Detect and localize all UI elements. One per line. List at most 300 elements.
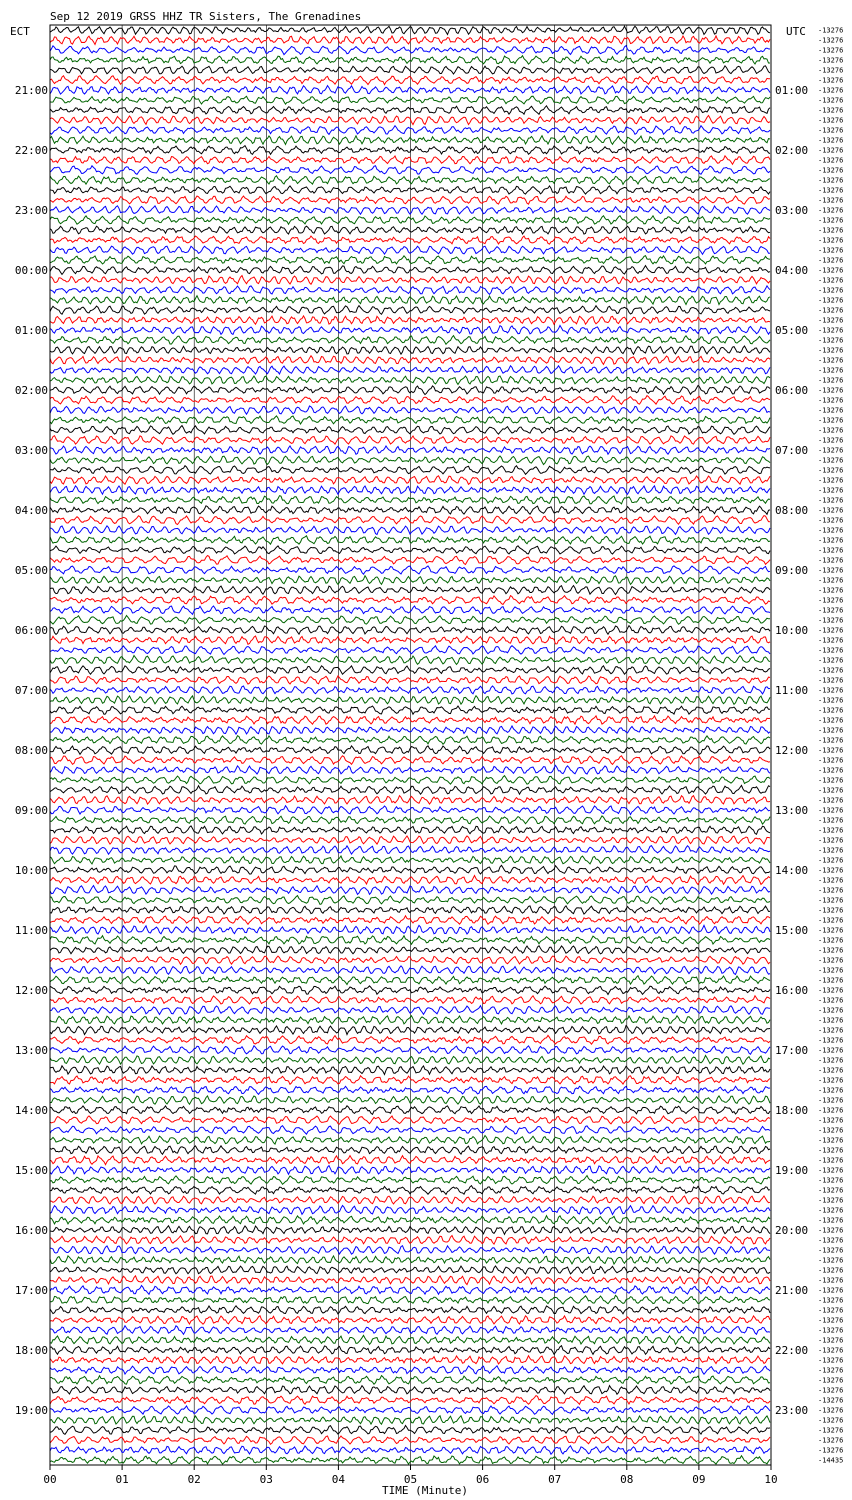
- seismic-trace: [50, 476, 770, 485]
- seismic-trace: [50, 796, 770, 804]
- trace-count-label: -13276: [818, 256, 844, 265]
- right-hour-label: 23:00: [775, 1404, 809, 1417]
- seismic-trace: [50, 536, 770, 544]
- seismic-trace: [50, 925, 770, 934]
- trace-count-label: -13276: [818, 36, 844, 45]
- trace-count-label: -13276: [818, 276, 844, 285]
- left-hour-label: 16:00: [14, 1224, 48, 1237]
- trace-count-label: -13276: [818, 626, 844, 635]
- seismic-trace: [50, 276, 770, 285]
- seismic-trace: [50, 886, 770, 895]
- right-hour-label: 19:00: [775, 1164, 809, 1177]
- seismic-trace: [50, 26, 770, 34]
- seismic-trace: [50, 1206, 770, 1215]
- seismic-trace: [50, 326, 770, 335]
- trace-count-label: -13276: [818, 346, 844, 355]
- trace-count-label: -13276: [818, 936, 844, 945]
- trace-count-label: -13276: [818, 976, 844, 985]
- seismic-trace: [50, 1236, 770, 1245]
- trace-count-label: -13276: [818, 906, 844, 915]
- trace-count-label: -13276: [818, 126, 844, 135]
- trace-count-label: -13276: [818, 1376, 844, 1385]
- trace-count-label: -13276: [818, 556, 844, 565]
- trace-count-label: -13276: [818, 206, 844, 215]
- seismic-trace: [50, 216, 770, 225]
- seismic-trace: [50, 976, 770, 985]
- seismic-trace: [50, 1035, 770, 1044]
- left-hour-labels: [15, 84, 48, 1417]
- trace-count-label: -13276: [818, 1146, 844, 1155]
- x-tick-label: 04: [331, 1473, 346, 1486]
- seismic-trace: [50, 406, 770, 414]
- seismic-trace: [50, 56, 770, 64]
- seismic-trace: [50, 616, 770, 625]
- x-tick-label: 08: [620, 1473, 634, 1486]
- trace-count-label: -13276: [818, 1126, 844, 1135]
- seismic-trace: [50, 226, 770, 234]
- right-hour-label: 13:00: [775, 804, 809, 817]
- right-hour-label: 12:00: [775, 744, 809, 757]
- seismic-trace: [50, 1166, 770, 1175]
- seismic-trace: [50, 146, 770, 155]
- right-hour-label: 15:00: [775, 924, 809, 937]
- seismic-trace: [50, 506, 770, 515]
- right-hour-label: 10:00: [775, 624, 809, 637]
- trace-count-label: -13276: [818, 866, 844, 875]
- seismic-trace: [50, 76, 770, 85]
- seismic-trace: [50, 776, 770, 784]
- seismic-trace: [50, 426, 770, 435]
- left-hour-label: 13:00: [14, 1044, 48, 1057]
- x-tick-label: 02: [187, 1473, 201, 1486]
- trace-count-label: -13276: [818, 856, 844, 865]
- seismic-trace: [50, 546, 770, 554]
- seismic-trace: [50, 1216, 770, 1224]
- right-hour-label: 03:00: [775, 204, 809, 217]
- trace-count-label: -13276: [818, 696, 844, 705]
- trace-count-label: -13276: [818, 1036, 844, 1045]
- left-hour-label: 05:00: [14, 564, 48, 577]
- right-hour-label: 05:00: [775, 324, 809, 337]
- left-hour-label: 07:00: [14, 684, 48, 697]
- seismic-trace: [50, 1096, 770, 1104]
- trace-count-label: -13276: [818, 366, 844, 375]
- seismic-trace: [50, 316, 770, 324]
- trace-count-label: -13276: [818, 876, 844, 885]
- trace-count-label: -13276: [818, 1256, 844, 1265]
- seismic-trace: [50, 1306, 770, 1314]
- seismic-trace: [50, 66, 770, 74]
- seismic-trace: [50, 166, 770, 175]
- seismic-trace: [50, 46, 770, 55]
- trace-count-label: -13276: [818, 476, 844, 485]
- trace-count-label: -13276: [818, 636, 844, 645]
- trace-count-label: -13276: [818, 1266, 844, 1275]
- seismic-trace: [50, 876, 770, 885]
- seismic-trace: [50, 1446, 770, 1454]
- seismic-trace: [50, 1256, 770, 1264]
- trace-count-label: -13276: [818, 1056, 844, 1065]
- trace-count-label: -13276: [818, 316, 844, 325]
- seismic-trace: [50, 116, 770, 125]
- seismic-trace: [50, 716, 770, 724]
- seismic-trace: [50, 996, 770, 1004]
- trace-count-label: -13276: [818, 26, 844, 35]
- trace-count-label: -13276: [818, 1206, 844, 1215]
- trace-count-label: -13276: [818, 296, 844, 305]
- seismic-trace: [50, 1006, 770, 1015]
- trace-count-label: -13276: [818, 506, 844, 515]
- left-hour-label: 01:00: [14, 324, 48, 337]
- right-hour-label: 01:00: [775, 84, 809, 97]
- seismic-trace: [50, 846, 770, 855]
- seismic-trace: [50, 586, 770, 595]
- trace-count-label: -13276: [818, 996, 844, 1005]
- seismic-trace: [50, 936, 770, 945]
- trace-count-label: -13276: [818, 306, 844, 315]
- trace-count-label: -13276: [818, 1356, 844, 1365]
- seismic-trace: [50, 1246, 770, 1254]
- trace-count-label: -13276: [818, 1336, 844, 1345]
- trace-count-label: -13276: [818, 1426, 844, 1435]
- seismic-trace: [50, 1316, 770, 1324]
- right-hour-label: 09:00: [775, 564, 809, 577]
- seismic-trace: [50, 1156, 770, 1165]
- seismic-trace: [50, 1026, 770, 1035]
- left-hour-label: 22:00: [14, 144, 48, 157]
- trace-count-label: -13276: [818, 756, 844, 765]
- x-axis-label: TIME (Minute): [381, 1484, 469, 1497]
- trace-count-label: -13276: [818, 566, 844, 575]
- seismic-trace: [50, 1066, 770, 1075]
- seismic-trace: [50, 1116, 770, 1124]
- seismic-trace: [50, 706, 770, 714]
- trace-count-label: -13276: [818, 806, 844, 815]
- trace-count-label: -13276: [818, 706, 844, 715]
- seismic-trace: [50, 656, 770, 665]
- seismic-trace: [50, 336, 770, 345]
- trace-count-label: -13276: [818, 596, 844, 605]
- seismic-trace: [50, 765, 770, 774]
- right-hour-label: 02:00: [775, 144, 809, 157]
- seismic-trace: [50, 296, 770, 305]
- trace-count-label: -13276: [818, 1326, 844, 1335]
- left-hour-label: 11:00: [14, 924, 48, 937]
- seismic-trace: [50, 466, 770, 475]
- seismic-trace: [50, 356, 770, 365]
- trace-count-label: -13276: [818, 916, 844, 925]
- seismic-trace: [50, 1146, 770, 1155]
- trace-count-label: -13276: [818, 966, 844, 975]
- seismic-trace: [50, 366, 770, 374]
- seismic-trace: [50, 206, 770, 214]
- trace-count-label: -13276: [818, 1316, 844, 1325]
- seismic-trace: [50, 306, 770, 315]
- seismic-trace: [50, 36, 770, 45]
- trace-count-label: -13276: [818, 836, 844, 845]
- seismic-trace: [50, 576, 770, 585]
- seismic-trace: [50, 816, 770, 824]
- trace-count-label: -13276: [818, 1296, 844, 1305]
- trace-count-label: -13276: [818, 926, 844, 935]
- trace-count-label: -13276: [818, 646, 844, 655]
- trace-count-label: -13276: [818, 606, 844, 615]
- seismic-trace: [50, 1376, 770, 1385]
- trace-count-label: -13276: [818, 1416, 844, 1425]
- trace-count-label: -13276: [818, 436, 844, 445]
- left-hour-label: 12:00: [14, 984, 48, 997]
- seismic-trace: [50, 756, 770, 765]
- right-hour-label: 04:00: [775, 264, 809, 277]
- trace-count-label: -13276: [818, 1166, 844, 1175]
- seismic-trace: [50, 236, 770, 244]
- seismic-trace: [50, 916, 770, 925]
- trace-count-label: -13276: [818, 176, 844, 185]
- seismic-trace: [50, 556, 770, 565]
- seismic-trace: [50, 1295, 770, 1304]
- x-tick-label: 09: [692, 1473, 706, 1486]
- left-timezone-label: ECT: [10, 25, 30, 38]
- seismic-trace: [50, 1016, 770, 1024]
- trace-count-label: -13276: [818, 286, 844, 295]
- trace-count-label: -13276: [818, 1306, 844, 1315]
- right-hour-label: 17:00: [775, 1044, 809, 1057]
- seismic-trace: [50, 596, 770, 605]
- trace-count-label: -13276: [818, 1406, 844, 1415]
- trace-count-label: -13276: [818, 1046, 844, 1055]
- seismic-trace: [50, 906, 770, 914]
- x-tick-label: 10: [764, 1473, 778, 1486]
- trace-count-label: -13276: [818, 1236, 844, 1245]
- seismic-trace: [50, 1136, 770, 1145]
- trace-count-label: -13276: [818, 56, 844, 65]
- trace-count-label: -13276: [818, 1366, 844, 1375]
- left-hour-label: 04:00: [14, 504, 48, 517]
- left-hour-label: 23:00: [14, 204, 48, 217]
- trace-count-label: -13276: [818, 776, 844, 785]
- seismic-trace: [50, 1335, 770, 1344]
- trace-count-label: -13276: [818, 796, 844, 805]
- seismic-trace: [50, 1286, 770, 1295]
- trace-count-label: -13276: [818, 446, 844, 455]
- trace-count-label: -13276: [818, 1106, 844, 1115]
- trace-count-label: -13276: [818, 666, 844, 675]
- trace-count-label: -13276: [818, 1446, 844, 1455]
- chart-title: Sep 12 2019 GRSS HHZ TR Sisters, The Grenadines: [50, 10, 362, 23]
- seismic-trace: [50, 676, 770, 684]
- trace-count-label: -13276: [818, 536, 844, 545]
- seismic-trace: [50, 156, 770, 165]
- seismic-trace: [50, 386, 770, 395]
- trace-count-label: -13276: [818, 1186, 844, 1195]
- trace-count-label: -13276: [818, 166, 844, 175]
- trace-count-label: -13276: [818, 656, 844, 665]
- seismic-trace: [50, 1176, 770, 1185]
- trace-count-label: -13276: [818, 786, 844, 795]
- trace-count-label: -13276: [818, 1156, 844, 1165]
- right-hour-label: 06:00: [775, 384, 809, 397]
- trace-count-label: -13276: [818, 186, 844, 195]
- trace-count-label: -13276: [818, 466, 844, 475]
- seismic-trace: [50, 1276, 770, 1285]
- seismic-trace: [50, 686, 770, 694]
- left-hour-label: 03:00: [14, 444, 48, 457]
- trace-count-label: -13276: [818, 486, 844, 495]
- trace-count-label: -13276: [818, 1116, 844, 1125]
- trace-count-label: -13276: [818, 1396, 844, 1405]
- trace-count-label: -13276: [818, 396, 844, 405]
- trace-count-label: -13276: [818, 516, 844, 525]
- seismic-trace: [50, 785, 770, 794]
- seismic-trace: [50, 1076, 770, 1085]
- trace-count-label: -13276: [818, 246, 844, 255]
- seismic-trace: [50, 106, 770, 115]
- seismic-trace: [50, 896, 770, 905]
- x-tick-label: 06: [475, 1473, 490, 1486]
- trace-count-label: -13276: [818, 216, 844, 225]
- seismic-trace: [50, 516, 770, 525]
- trace-count-label: -13276: [818, 116, 844, 125]
- left-hour-label: 18:00: [14, 1344, 48, 1357]
- count-labels: [818, 27, 843, 1465]
- trace-count-label: -13276: [818, 736, 844, 745]
- seismic-trace: [50, 1426, 770, 1435]
- trace-count-label: -13276: [818, 676, 844, 685]
- trace-count-label: -13276: [818, 1066, 844, 1075]
- seismic-trace: [50, 726, 770, 734]
- seismic-trace: [50, 666, 770, 674]
- x-tick-label: 00: [43, 1473, 57, 1486]
- trace-count-label: -13276: [818, 586, 844, 595]
- right-hour-label: 20:00: [775, 1224, 809, 1237]
- trace-count-label: -13276: [818, 406, 844, 415]
- trace-count-label: -13276: [818, 1196, 844, 1205]
- seismic-trace: [50, 496, 770, 504]
- trace-count-label: -13276: [818, 846, 844, 855]
- seismic-trace: [50, 946, 770, 954]
- trace-count-label: -13276: [818, 686, 844, 695]
- seismic-trace: [50, 86, 770, 95]
- seismic-trace: [50, 256, 770, 264]
- trace-count-label: -13276: [818, 1216, 844, 1225]
- left-hour-label: 09:00: [14, 804, 48, 817]
- trace-count-label: -13276: [818, 76, 844, 85]
- seismic-trace: [50, 1416, 770, 1424]
- right-hour-label: 21:00: [775, 1284, 809, 1297]
- seismic-trace: [50, 826, 770, 834]
- trace-count-label: -13276: [818, 1026, 844, 1035]
- seismic-trace: [50, 1366, 770, 1374]
- trace-count-label: -13276: [818, 826, 844, 835]
- trace-count-label: -13276: [818, 66, 844, 75]
- seismic-trace: [50, 1266, 770, 1274]
- seismic-trace: [50, 436, 770, 445]
- trace-count-label: -13276: [818, 746, 844, 755]
- trace-count-label: -13276: [818, 616, 844, 625]
- seismic-trace: [50, 1346, 770, 1355]
- left-hour-label: 14:00: [14, 1104, 48, 1117]
- trace-count-label: -13276: [818, 236, 844, 245]
- trace-count-label: -13276: [818, 1226, 844, 1235]
- right-hour-label: 07:00: [775, 444, 809, 457]
- seismic-trace: [50, 486, 770, 494]
- seismic-trace: [50, 346, 770, 354]
- trace-count-label: -13276: [818, 546, 844, 555]
- trace-count-label: -13276: [818, 956, 844, 965]
- seismic-trace: [50, 246, 770, 254]
- right-timezone-label: UTC: [786, 25, 806, 38]
- trace-count-label: -13276: [818, 106, 844, 115]
- seismic-trace: [50, 126, 770, 135]
- seismic-trace: [50, 396, 770, 405]
- trace-count-label: -13276: [818, 456, 844, 465]
- right-hour-label: 08:00: [775, 504, 809, 517]
- trace-count-label: -13276: [818, 146, 844, 155]
- trace-count-label: -13276: [818, 1276, 844, 1285]
- trace-count-label: -13276: [818, 526, 844, 535]
- seismic-trace: [50, 606, 770, 614]
- left-hour-label: 19:00: [14, 1404, 48, 1417]
- right-hour-label: 16:00: [775, 984, 809, 997]
- seismic-traces: [50, 26, 770, 1464]
- trace-count-label: -13276: [818, 1176, 844, 1185]
- seismic-trace: [50, 1196, 770, 1204]
- seismic-trace: [50, 1406, 770, 1414]
- trace-count-label: -13276: [818, 386, 844, 395]
- seismic-trace: [50, 696, 770, 705]
- x-tick-label: 05: [403, 1473, 418, 1486]
- seismic-trace: [50, 416, 770, 424]
- trace-count-label: -13276: [818, 986, 844, 995]
- trace-count-label: -13276: [818, 1286, 844, 1295]
- trace-count-label: -13276: [818, 576, 844, 585]
- trace-count-label: -13276: [818, 766, 844, 775]
- left-hour-label: 02:00: [14, 384, 48, 397]
- trace-count-label: -13276: [818, 426, 844, 435]
- trace-count-label: -13276: [818, 376, 844, 385]
- seismic-trace: [50, 1326, 770, 1335]
- seismic-trace: [50, 136, 770, 145]
- trace-count-label: -13276: [818, 896, 844, 905]
- seismic-trace: [50, 1396, 770, 1405]
- seismic-trace: [50, 1086, 770, 1094]
- trace-count-label: -13276: [818, 1436, 844, 1445]
- seismic-trace: [50, 1386, 770, 1395]
- seismic-trace: [50, 736, 770, 745]
- seismic-trace: [50, 966, 770, 975]
- trace-count-label: -13276: [818, 46, 844, 55]
- trace-count-label: -13276: [818, 496, 844, 505]
- left-hour-label: 06:00: [14, 624, 48, 637]
- trace-count-label: -13276: [818, 96, 844, 105]
- seismic-trace: [50, 1056, 770, 1065]
- seismic-trace: [50, 646, 770, 655]
- x-tick-label: 07: [548, 1473, 562, 1486]
- seismic-trace: [50, 626, 770, 635]
- right-hour-labels: [775, 84, 808, 1417]
- x-tick-label: 01: [115, 1473, 129, 1486]
- trace-count-label: -13276: [818, 1096, 844, 1105]
- trace-count-label: -13276: [818, 1006, 844, 1015]
- trace-count-label: -13276: [818, 136, 844, 145]
- seismic-trace: [50, 186, 770, 194]
- trace-count-label: -13276: [818, 1246, 844, 1255]
- trace-count-label: -13276: [818, 156, 844, 165]
- trace-count-label: -13276: [818, 716, 844, 725]
- left-hour-label: 21:00: [14, 84, 48, 97]
- trace-count-label: -13276: [818, 886, 844, 895]
- seismic-trace: [50, 446, 770, 454]
